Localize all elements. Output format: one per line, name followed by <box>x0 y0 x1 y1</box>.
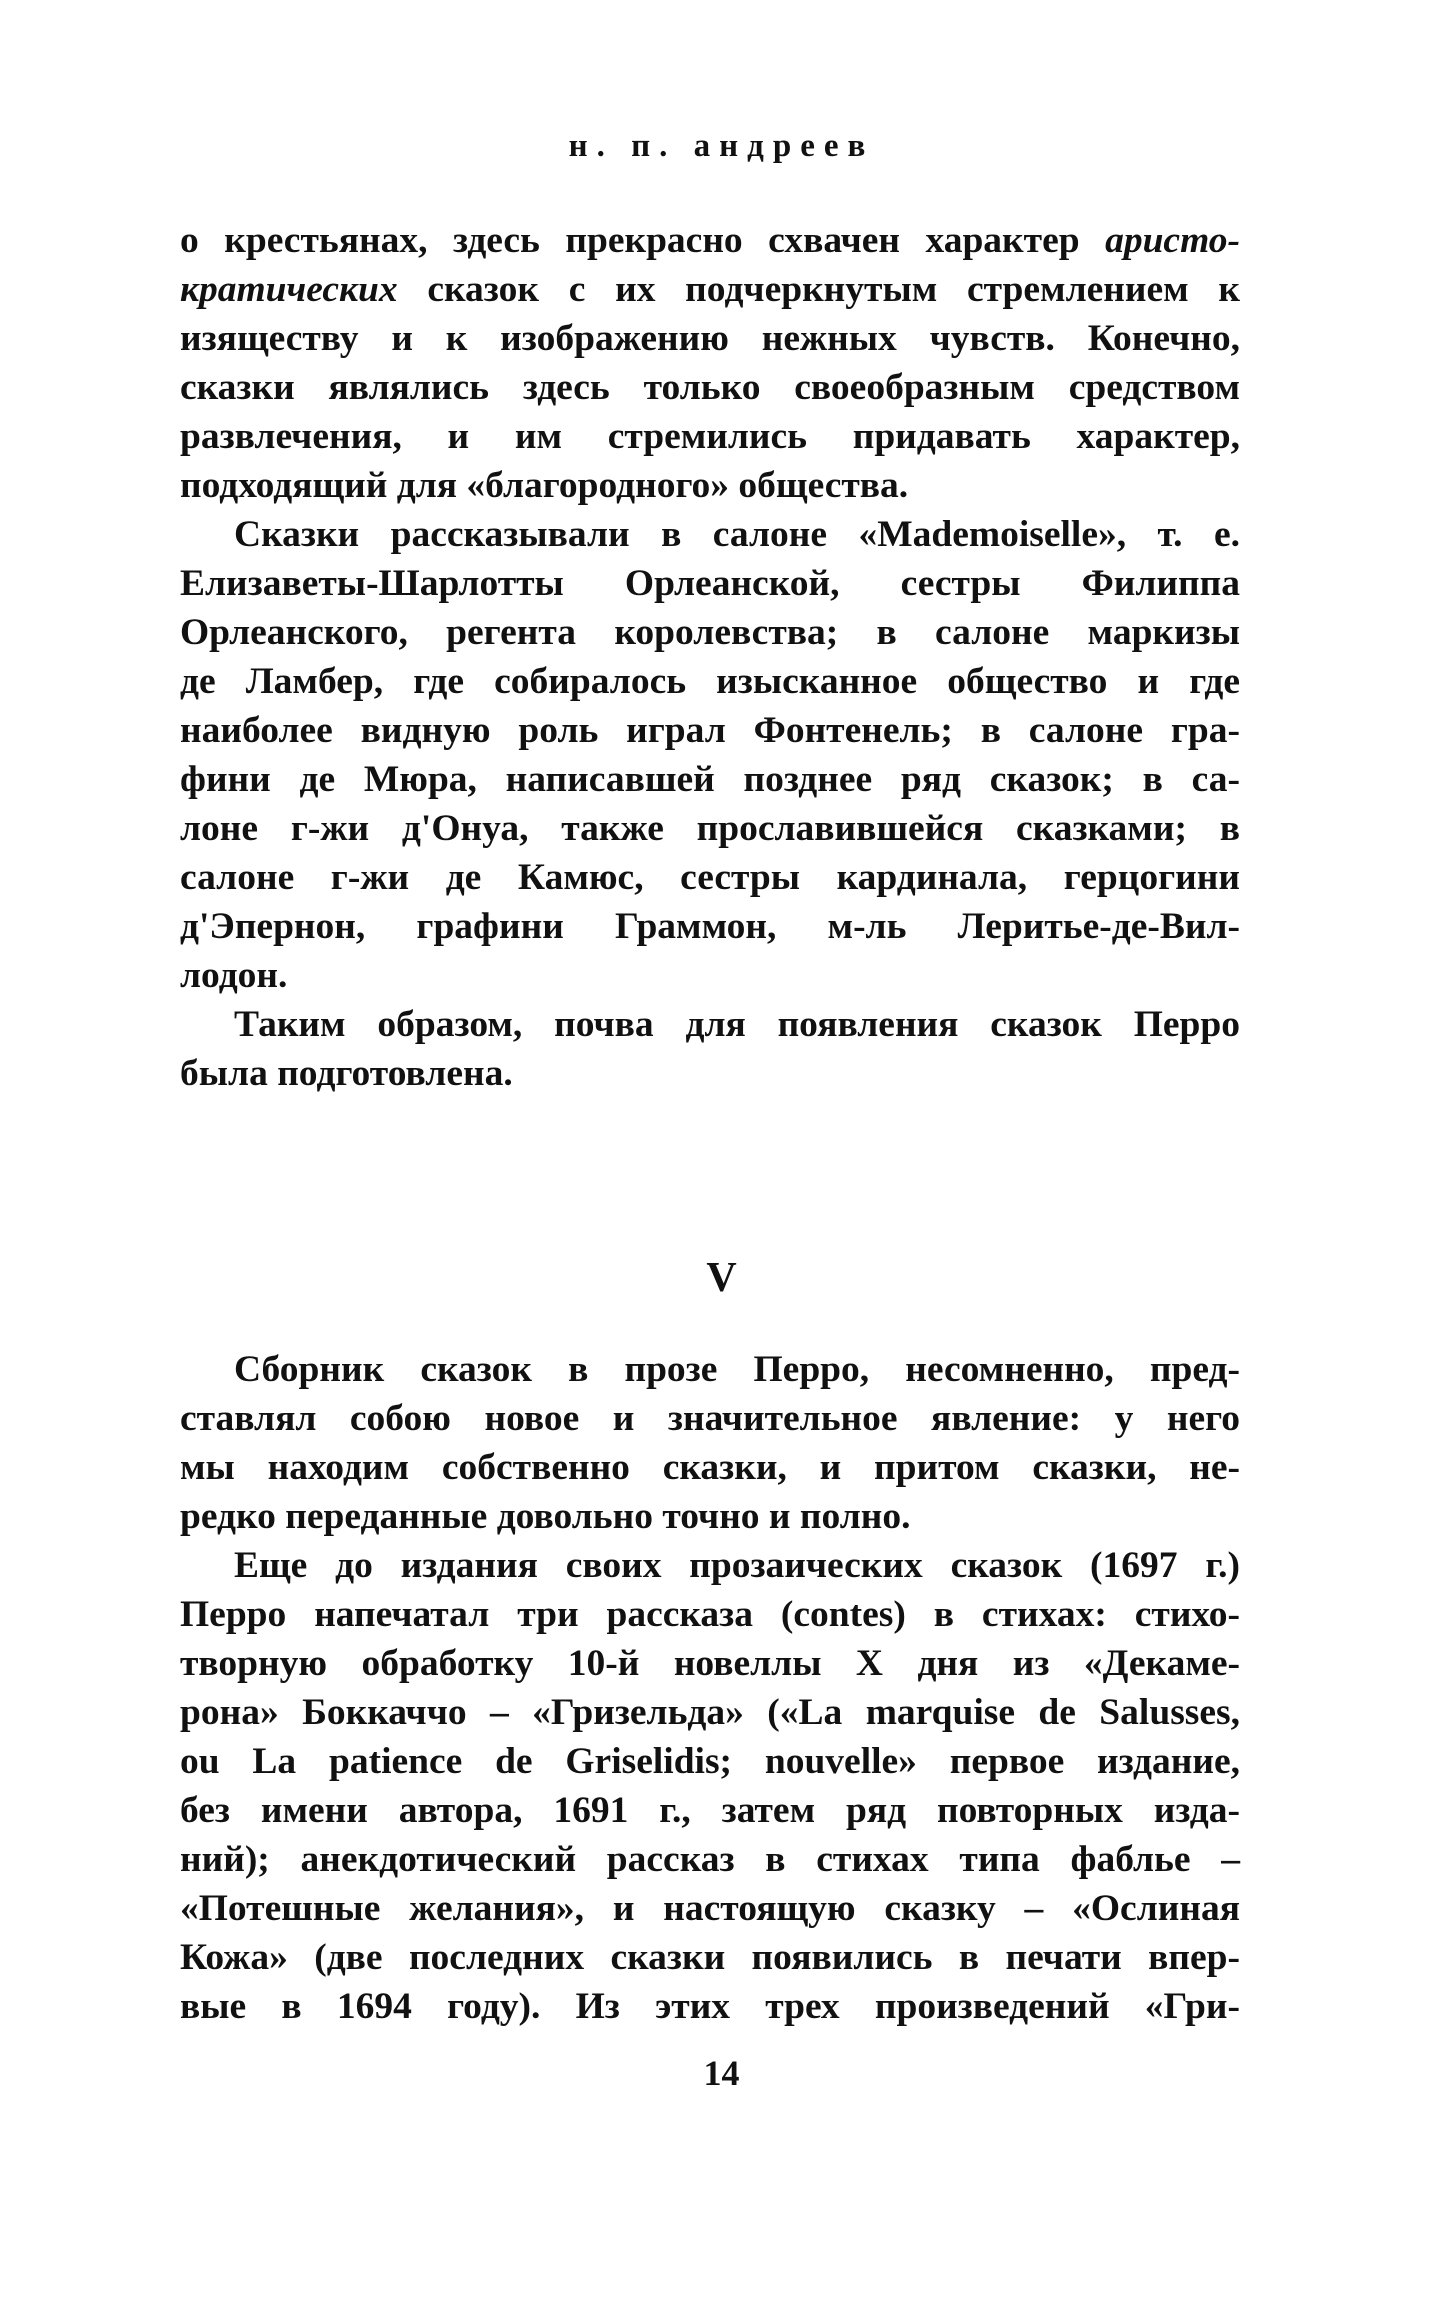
text-line: Таким образом, почва для появления сказок Перро <box>234 1004 1240 1045</box>
text-line: Перро напечатал три рассказа (contes) в стихах: стихо- <box>180 1594 1240 1635</box>
text-line: фини де Мюра, написавшей позднее ряд сказок; в са- <box>180 759 1240 800</box>
text-line-part: сказок с их подчеркнутым стремлением к <box>397 269 1240 310</box>
text-line: подходящий для «благородного» общества. <box>180 465 909 506</box>
text-line: Сказки рассказывали в салоне «Mademoiselle», т. е. <box>234 514 1240 555</box>
text-line: ou La patience de Griselidis; nouvelle» первое издание, <box>180 1741 1240 1782</box>
paragraph-block-top <box>180 216 1240 1098</box>
running-head: н. п. андреев <box>568 128 875 164</box>
paragraph-block-bottom <box>180 1345 1240 2031</box>
text-line: творную обработку 10-й новеллы X дня из «Декаме- <box>180 1643 1240 1684</box>
text-line: Орлеанского, регента королевства; в салоне маркизы <box>180 612 1240 653</box>
text-line: вые в 1694 году). Из этих трех произведений «Гри- <box>180 1986 1240 2027</box>
text-line: сказки являлись здесь только своеобразным средством <box>180 367 1240 408</box>
text-line <box>180 265 1240 314</box>
text-line: наиболее видную роль играл Фонтенель; в салоне гра- <box>180 710 1240 751</box>
text-line: Еще до издания своих прозаических сказок (1697 г.) <box>234 1545 1240 1586</box>
text-line: без имени автора, 1691 г., затем ряд повторных изда- <box>180 1790 1240 1831</box>
text-line: ставлял собою новое и значительное явление: у него <box>180 1398 1240 1439</box>
text-line-part: о крестьянах, здесь прекрасно схвачен характер <box>180 220 1106 261</box>
text-line: «Потешные желания», и настоящую сказку – «Ослиная <box>180 1888 1240 1929</box>
text-line: лоне г-жи д'Онуа, также прославившейся сказками; в <box>180 808 1240 849</box>
text-line: мы находим собственно сказки, и притом сказки, не- <box>180 1447 1240 1488</box>
text-line: Елизаветы-Шарлотты Орлеанской, сестры Филиппа <box>180 563 1240 604</box>
text-line: ний); анекдотический рассказ в стихах типа фаблье – <box>180 1839 1240 1880</box>
text-line: Сборник сказок в прозе Перро, несомненно, пред- <box>234 1349 1240 1390</box>
text-line: редко переданные довольно точно и полно. <box>180 1496 911 1537</box>
text-line: салоне г-жи де Камюс, сестры кардинала, герцогини <box>180 857 1240 898</box>
italic-word: аристо- <box>1105 220 1240 261</box>
page-number: 14 <box>703 2053 740 2093</box>
text-line <box>180 216 1240 265</box>
text-line: Кожа» (две последних сказки появились в печати впер- <box>180 1937 1240 1978</box>
text-line: развлечения, и им стремились придавать характер, <box>180 416 1240 457</box>
text-line: рона» Боккаччо – «Гризельда» («La marquise de Salusses, <box>180 1692 1240 1733</box>
section-heading: V <box>706 1255 737 1301</box>
text-line: д'Эпернон, графини Граммон, м-ль Леритье-де-Вил- <box>180 906 1240 947</box>
italic-word: кратических <box>180 269 398 310</box>
text-line: изяществу и к изображению нежных чувств. Конечно, <box>180 318 1240 359</box>
text-line: де Ламбер, где собиралось изысканное общество и где <box>180 661 1240 702</box>
text-line: лодон. <box>180 955 288 996</box>
text-line: была подготовлена. <box>180 1053 513 1094</box>
